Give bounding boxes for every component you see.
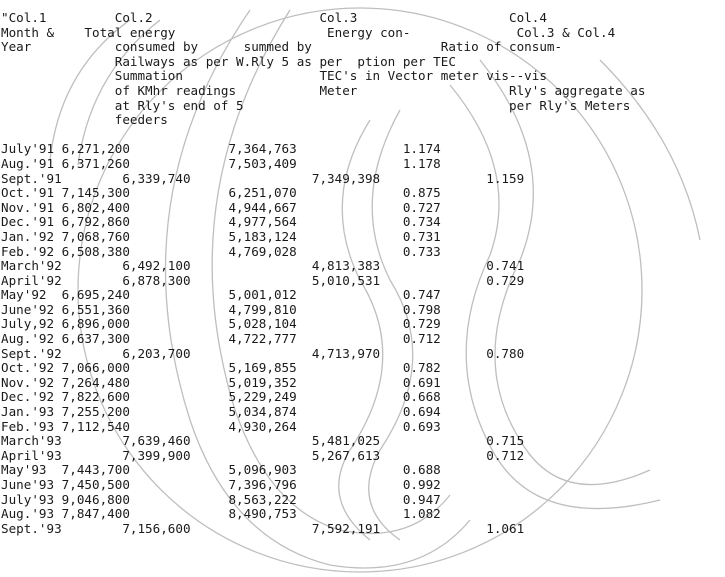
header-line: at Rly's end of 5 per Rly's Meters <box>1 97 631 113</box>
header-line: Month & Total energy Energy con- Col.3 & Col.4 <box>1 24 616 40</box>
header-line: Summation TEC's in Vector meter vis--vis <box>1 68 547 84</box>
table-row: July'93 9,046,800 8,563,222 0.947 <box>1 491 441 507</box>
table-row: Sept.'92 6,203,700 4,713,970 0.780 <box>1 345 525 361</box>
table-row: Sept.'91 6,339,740 7,349,398 1.159 <box>1 170 525 186</box>
table-row: Aug.'93 7,847,400 8,490,753 1.082 <box>1 506 441 522</box>
table-row: May'92 6,695,240 5,001,012 0.747 <box>1 287 441 303</box>
table-row: July'91 6,271,200 7,364,763 1.174 <box>1 141 441 157</box>
energy-consumption-table <box>1 11 645 536</box>
table-row: Dec.'91 6,792,860 4,977,564 0.734 <box>1 214 441 230</box>
table-row: Aug.'91 6,371,260 7,503,409 1.178 <box>1 155 441 171</box>
table-row: Jan.'92 7,068,760 5,183,124 0.731 <box>1 228 441 244</box>
table-row: July,92 6,896,000 5,028,104 0.729 <box>1 316 441 332</box>
table-row: Oct.'92 7,066,000 5,169,855 0.782 <box>1 360 441 376</box>
table-row: March'92 6,492,100 4,813,383 0.741 <box>1 258 525 274</box>
header-line: Year consumed by summed by Ratio of consum- <box>1 39 563 55</box>
table-row: Feb.'92 6,508,380 4,769,028 0.733 <box>1 243 441 259</box>
table-row: April'92 6,878,300 5,010,531 0.729 <box>1 272 525 288</box>
table-row: Jan.'93 7,255,200 5,034,874 0.694 <box>1 404 441 420</box>
table-row: Dec.'92 7,822,600 5,229,249 0.668 <box>1 389 441 405</box>
table-row: March'93 7,639,460 5,481,025 0.715 <box>1 433 525 449</box>
header-line: "Col.1 Col.2 Col.3 Col.4 <box>1 10 547 25</box>
table-row: Feb.'93 7,112,540 4,930,264 0.693 <box>1 418 441 434</box>
table-row: June'92 6,551,360 4,799,810 0.798 <box>1 301 441 317</box>
header-line: of KMhr readings Meter Rly's aggregate as <box>1 82 646 98</box>
table-row: Nov.'91 6,802,400 4,944,667 0.727 <box>1 199 441 215</box>
header-line: feeders <box>1 112 168 128</box>
table-row: May'93 7,443,700 5,096,903 0.688 <box>1 462 441 478</box>
table-row: Oct.'91 7,145,300 6,251,070 0.875 <box>1 185 441 201</box>
header-line: Railways as per W.Rly 5 as per ption per TEC <box>1 53 456 69</box>
spacer <box>1 128 645 143</box>
table-row: Sept.'93 7,156,600 7,592,191 1.061 <box>1 520 525 536</box>
table-row: June'93 7,450,500 7,396,796 0.992 <box>1 477 441 492</box>
table-row: Aug.'92 6,637,300 4,722,777 0.712 <box>1 331 441 347</box>
table-row: April'93 7,399,900 5,267,613 0.712 <box>1 447 525 463</box>
table-row: Nov.'92 7,264,480 5,019,352 0.691 <box>1 374 441 390</box>
